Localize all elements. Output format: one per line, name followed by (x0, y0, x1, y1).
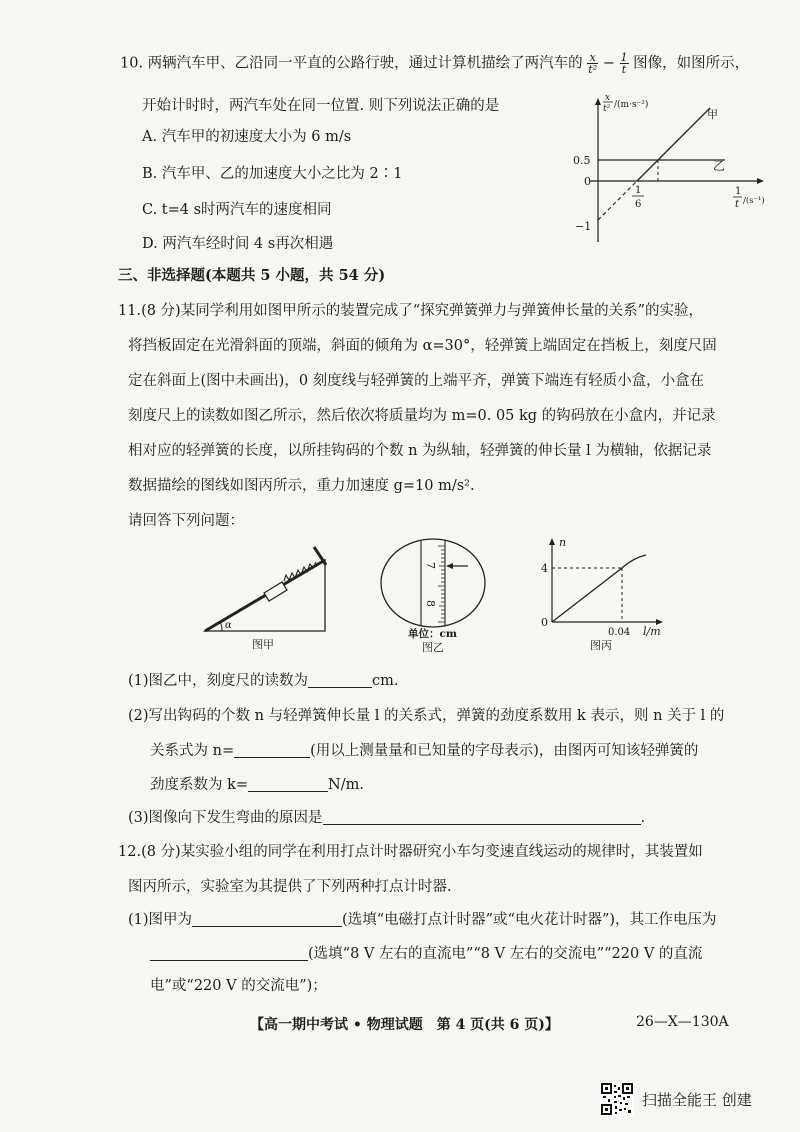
q10-tick-x-den: 6 (635, 199, 642, 210)
q10-label-jia: 甲 (707, 108, 718, 121)
q10-stem-line1 (120, 52, 749, 75)
q11-sub2-suffix: (用以上测量量和已知量的字母表示)，由图丙可知该轻弹簧的 (310, 743, 699, 759)
q10-x-label-den: t (735, 199, 740, 210)
fig-jia-caption: 图甲 (252, 638, 274, 651)
ruler-label-8: 8 (424, 600, 437, 607)
bing-tick-4: 4 (541, 562, 548, 575)
q10-frac-1-over-t: $\frac{1}{t}$ (620, 51, 628, 76)
q10-label-yi: 乙 (713, 159, 726, 173)
ruler-label-7: 7 (424, 562, 437, 569)
q10-tick-m1: −1 (575, 220, 592, 233)
footer-code: 26—X—130A (636, 1014, 729, 1030)
q10-stem-b: 图像，如图所示， (633, 55, 750, 72)
q11-sub1-unit: cm. (372, 673, 399, 689)
q10-tick-x-num: 1 (635, 185, 642, 196)
q11-line1 (118, 301, 703, 321)
q11-sub2-blank-n[interactable] (234, 741, 310, 758)
q12-sub1-line2 (150, 944, 702, 964)
q10-x-unit: /(s⁻¹) (743, 196, 765, 206)
q10-y-label-num: x (605, 93, 611, 103)
q12-sub1-line1 (128, 910, 717, 930)
unit-label: 单位：cm (408, 628, 458, 640)
q12-line1 (118, 842, 703, 862)
q10-x-label-num: 1 (735, 186, 742, 197)
q10-y-arrow (595, 98, 601, 105)
q11-number: 11. (118, 303, 142, 319)
q11-sub3-period: . (640, 810, 646, 826)
bing-tick-004: 0.04 (608, 627, 631, 638)
q10-option-b: B. 汽车甲、乙的加速度大小之比为 2∶1 (142, 166, 403, 182)
q11-sub2-k-unit: N/m. (328, 777, 364, 793)
q12-sub1-prefix: (1)图甲为 (128, 912, 193, 928)
q11-sub2-k-prefix: 劲度系数为 k= (150, 777, 249, 793)
q11-line1-text: (8 分)某同学利用如图甲所示的装置完成了“探究弹簧弹力与弹簧伸长量的关系”的实验， (141, 303, 704, 319)
q10-graph (555, 90, 775, 250)
q10-option-d: D. 两汽车经时间 4 s再次相遇 (142, 236, 334, 252)
q11-line6: 数据描绘的图线如图丙所示，重力加速度 g=10 m/s². (128, 478, 475, 494)
q10-stem-line2: 开始计时时，两汽车处在同一位置. 则下列说法正确的是 (142, 98, 500, 114)
qr-code-icon (600, 1082, 634, 1116)
q11-sub1 (128, 671, 399, 691)
q11-sub2-line3 (150, 775, 364, 795)
q11-sub3-blank[interactable] (323, 808, 641, 825)
small-box (264, 582, 287, 601)
magnifier-ellipse (381, 539, 485, 627)
q11-line3: 定在斜面上(图中未画出)，0 刻度线与轻弹簧的上端平齐，弹簧下端连有轻质小盒，小盒在 (128, 373, 705, 389)
q11-fig-bing (535, 536, 675, 656)
q11-sub2-prefix: 关系式为 n= (150, 743, 235, 759)
alpha-label: α (225, 620, 232, 631)
q11-sub2-line1: (2)写出钩码的个数 n 与轻弹簧伸长量 l 的关系式，弹簧的劲度系数用 k 表示，则 n 关于 l 的 (128, 708, 725, 724)
q10-tick-0: 0 (584, 175, 591, 188)
q10-number: 10. (120, 55, 144, 72)
watermark-text: 扫描全能王 创建 (642, 1091, 752, 1109)
q11-sub1-blank[interactable] (308, 671, 372, 688)
q10-tick-05: 0.5 (573, 154, 591, 167)
q11-line5: 相对应的轻弹簧的长度，以所挂钩码的个数 n 为纵轴，轻弹簧的伸长量 l 为横轴，依据记录 (128, 443, 712, 459)
q12-sub1-blank-voltage[interactable] (150, 944, 308, 961)
footer-title: 【高一期中考试 • 物理试题 第 4 页(共 6 页)】 (250, 1017, 559, 1033)
q10-y-unit: /(m·s⁻²) (614, 100, 649, 110)
q12-sub1-line3: 电”或“220 V 的交流电”)； (150, 978, 327, 994)
q11-prompt: 请回答下列问题： (128, 513, 244, 529)
q10-frac-x-over-t2: $\frac{x}{\text{t²}}$ (588, 51, 598, 76)
q10-option-a: A. 汽车甲的初速度大小为 6 m/s (142, 129, 352, 145)
fig-yi-caption: 图乙 (422, 641, 444, 654)
q10-stem-a: 两辆汽车甲、乙沿同一平直的公路行驶，通过计算机描绘了两汽车的 (147, 55, 583, 72)
q12-sub1-blank-type[interactable] (192, 910, 342, 927)
q11-sub3 (128, 808, 645, 828)
q11-line4: 刻度尺上的读数如图乙所示，然后依次将质量均为 m=0. 05 kg 的钩码放在小盒内，并记录 (128, 408, 716, 424)
bing-tick-0: 0 (541, 616, 548, 629)
pointer-arrow-head (446, 563, 453, 569)
q12-sub1-options: (选填“8 V 左右的直流电”“8 V 左右的交流电”“220 V 的直流 (308, 946, 703, 962)
q10-line-jia (637, 108, 710, 181)
section3-title: 三、非选择题(本题共 5 小题，共 54 分) (118, 267, 386, 284)
q12-line1-text: (8 分)某实验小组的同学在利用打点计时器研究小车匀变速直线运动的规律时，其装置如 (141, 844, 703, 860)
bing-n-label: n (559, 536, 567, 549)
q12-sub1-mid: (选填“电磁打点计时器”或“电火花计时器”)，其工作电压为 (342, 912, 717, 928)
q10-x-arrow (757, 178, 764, 184)
spring (284, 562, 316, 581)
q11-fig-jia (200, 535, 340, 653)
q12-line2: 图丙所示，实验室为其提供了下列两种打点计时器. (128, 879, 452, 895)
q11-fig-yi (376, 536, 494, 654)
q11-sub1-text: (1)图乙中，刻度尺的读数为 (128, 673, 309, 689)
q10-minus: − (602, 55, 615, 72)
q11-sub2-line2 (150, 741, 698, 761)
bing-curve (552, 555, 646, 622)
q10-line-jia-dashed (598, 181, 637, 220)
q11-sub3-text: (3)图像向下发生弯曲的原因是 (128, 810, 323, 826)
fig-bing-caption: 图丙 (590, 639, 612, 652)
q11-sub2-blank-k[interactable] (248, 775, 328, 792)
q10-y-label-den: t² (603, 104, 611, 114)
q12-number: 12. (118, 844, 142, 860)
q10-option-c: C. t=4 s时两汽车的速度相同 (142, 202, 332, 218)
bing-y-arrow (549, 538, 555, 545)
angle-arc (220, 622, 222, 631)
q11-line2: 将挡板固定在光滑斜面的顶端，斜面的倾角为 α=30°，轻弹簧上端固定在挡板上，刻度尺固 (128, 338, 717, 354)
ruler-ticks (438, 546, 445, 622)
bing-x-label: l/m (643, 625, 661, 638)
